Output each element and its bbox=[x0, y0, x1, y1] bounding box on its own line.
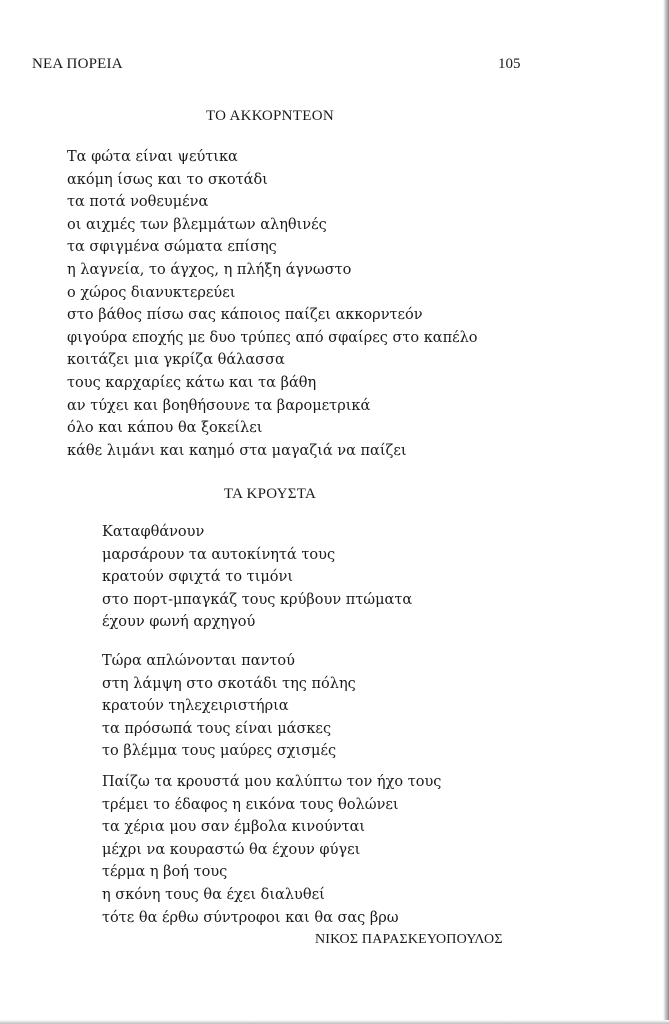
poem-line: τα ποτά νοθευμένα bbox=[67, 194, 209, 211]
poem-title-akkornteon: ΤΟ ΑΚΚΟΡΝΤΕΟΝ bbox=[205, 108, 334, 124]
poem-line: ο χώρος διανυκτερεύει bbox=[67, 284, 236, 301]
poem-line: τα σφιγμένα σώματα επίσης bbox=[67, 239, 277, 256]
poem-line: η σκόνη τους θα έχει διαλυθεί bbox=[102, 886, 325, 903]
poem-line: στο πορτ-μπαγκάζ τους κρύβουν πτώματα bbox=[102, 591, 413, 608]
poem-line: Τώρα απλώνονται παντού bbox=[102, 653, 295, 669]
poem-line: τότε θα έρθω σύντροφοι και θα σας βρω bbox=[102, 909, 399, 926]
poem-line: κοιτάζει μια γκρίζα θάλασσα bbox=[67, 352, 285, 369]
poem-line: μαρσάρουν τα αυτοκίνητά τους bbox=[102, 546, 336, 563]
poem-stanza-3 bbox=[102, 771, 441, 929]
poem-line: αν τύχει και βοηθήσουνε τα βαρομετρικά bbox=[67, 397, 371, 414]
poem-line: κρατούν σφιχτά το τιμόνι bbox=[102, 569, 294, 586]
poem-line: μέχρι να κουραστώ θα έχουν φύγει bbox=[102, 841, 361, 858]
poem-line: στη λάμψη στο σκοτάδι της πόλης bbox=[102, 675, 356, 692]
poem-line: οι αιχμές των βλεμμάτων αληθινές bbox=[67, 216, 327, 233]
poem-line: ακόμη ίσως και το σκοτάδι bbox=[67, 171, 268, 188]
poem-line: το βλέμμα τους μαύρες σχισμές bbox=[102, 743, 337, 760]
poem-line: τέρμα η βοή τους bbox=[102, 864, 228, 881]
poem-line: τρέμει το έδαφος η εικόνα τους θολώνει bbox=[102, 796, 399, 813]
poem-stanza-1 bbox=[102, 521, 412, 634]
poem-line: η λαγνεία, το άγχος, η πλήξη άγνωστο bbox=[67, 261, 352, 278]
running-header-journal: ΝΕΑ ΠΟΡΕΙΑ bbox=[32, 56, 123, 72]
poem-line: τα πρόσωπά τους είναι μάσκες bbox=[102, 720, 332, 737]
page-bottom-edge bbox=[0, 1020, 669, 1024]
poem-title-krousta: ΤΑ ΚΡΟΥΣΤΑ bbox=[223, 486, 317, 502]
poem-line: όλο και κάπου θα ξοκείλει bbox=[67, 420, 263, 437]
poem-line: Τα φώτα είναι ψεύτικα bbox=[67, 149, 238, 165]
poem-line: τα χέρια μου σαν έμβολα κινούνται bbox=[102, 819, 366, 836]
poem-line: στο βάθος πίσω σας κάποιος παίζει ακκορντεόν bbox=[67, 307, 423, 324]
poem-line: Παίζω τα κρουστά μου καλύπτω τον ήχο τους bbox=[102, 774, 442, 790]
poem-line: τους καρχαρίες κάτω και τα βάθη bbox=[67, 374, 317, 391]
poem-body-akkornteon bbox=[67, 146, 478, 462]
poem-line: έχουν φωνή αρχηγού bbox=[102, 614, 256, 631]
poem-line: κάθε λιμάνι και καημό στα μαγαζιά να παίζει bbox=[67, 442, 407, 459]
page-number: 105 bbox=[498, 56, 521, 72]
poem-line: φιγούρα εποχής με δυο τρύπες από σφαίρες στο καπέλο bbox=[67, 329, 478, 346]
poem-line: Καταφθάνουν bbox=[102, 524, 205, 540]
author-signature: ΝΙΚΟΣ ΠΑΡΑΣΚΕΥΟΠΟΥΛΟΣ bbox=[315, 932, 503, 947]
poem-line: κρατούν τηλεχειριστήρια bbox=[102, 698, 289, 715]
page-edge-shadow bbox=[663, 0, 669, 1024]
poem-stanza-2 bbox=[102, 650, 356, 763]
